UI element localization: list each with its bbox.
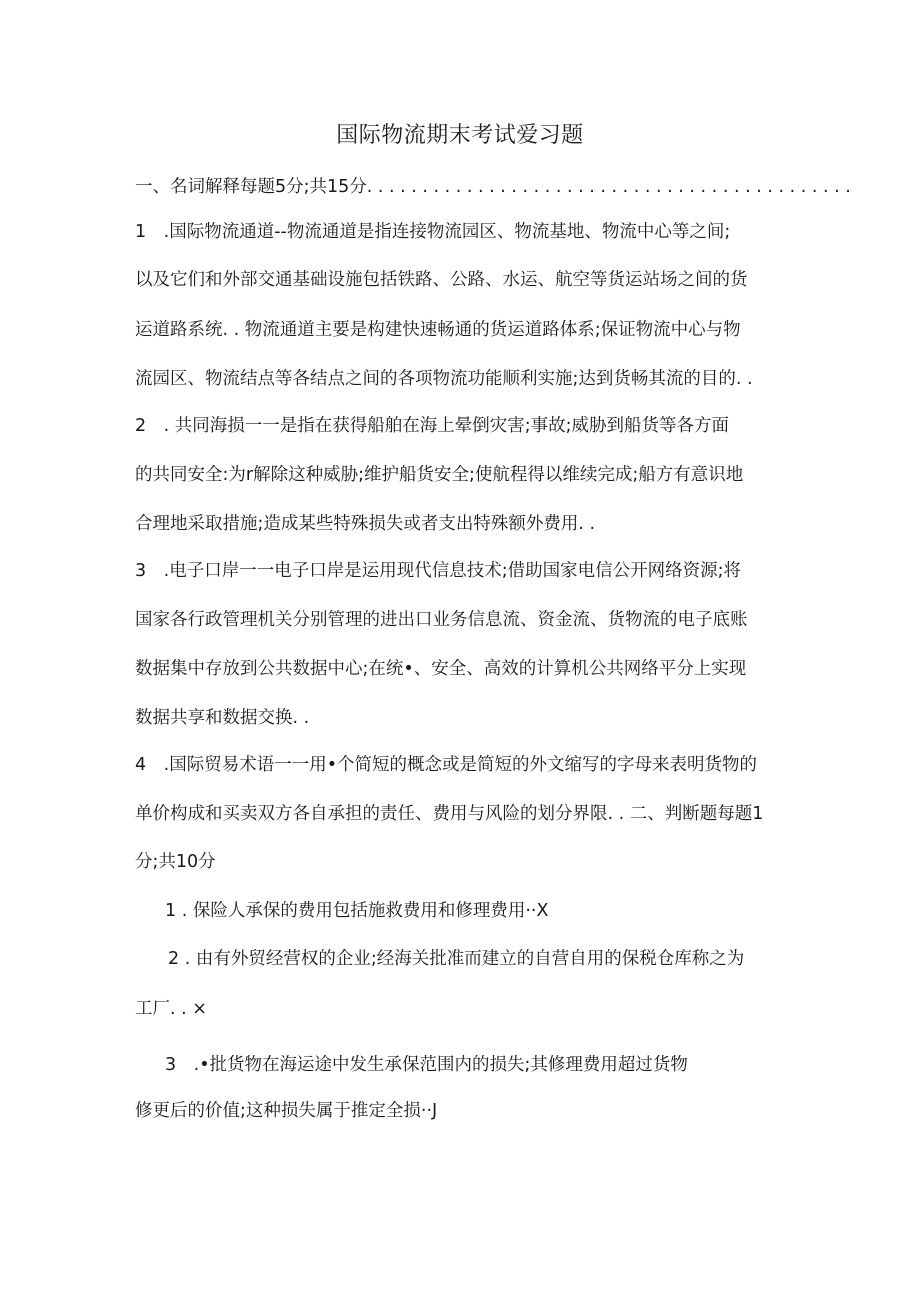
judgment-1: 1 . 保险人承保的费用包括施救费用和修理费用··X (165, 901, 549, 921)
question-2-line-1: 2 . 共同海损一一是指在获得船舶在海上晕倒灾害;事故;威胁到船货等各方面 (135, 416, 730, 436)
page-title: 国际物流期末考试爱习题 (336, 123, 584, 148)
judgment-2-line-2: 工厂. . × (135, 999, 207, 1019)
question-4-line-3: 分;共10分 (135, 852, 216, 872)
question-4-line-1: 4 .国际贸易术语一一用•个简短的概念或是简短的外文缩写的字母来表明货物的 (135, 755, 758, 775)
question-1-line-3: 运道路系统. . 物流通道主要是构建快速畅通的货运道路体系;保证物流中心与物 (135, 320, 741, 340)
question-3-line-3: 数据集中存放到公共数据中心;在统•、安全、高效的计算机公共网络平分上实现 (135, 659, 747, 679)
question-3-line-1: 3 .电子口岸一一电子口岸是运用现代信息技术;借助国家电信公开网络资源;将 (135, 561, 741, 581)
section-heading: 一、名词解释每题5分;共15分. . . . . . . . . . . . . . . . . . . . . . . . . . . . . . . . . . . . . . . . . . . . (135, 177, 851, 197)
question-1-line-1: 1 .国际物流通道--物流通道是指连接物流园区、物流基地、物流中心等之间; (135, 222, 731, 242)
question-3-line-2: 国家各行政管理机关分别管理的进出口业务信息流、资金流、货物流的电子底账 (135, 610, 748, 630)
question-2-line-2: 的共同安全:为r解除这种威胁;维护船货安全;使航程得以维续完成;船方有意识地 (135, 465, 744, 485)
question-1-line-2: 以及它们和外部交通基础设施包括铁路、公路、水运、航空等货运站场之间的货 (135, 270, 748, 290)
judgment-3-line-2: 修更后的价值;这种损失属于推定全损··J (135, 1101, 438, 1121)
question-4-line-2: 单价构成和买卖双方各自承担的责任、费用与风险的划分界限. . 二、判断题每题1 (135, 804, 764, 824)
question-3-line-4: 数据共享和数据交换. . (135, 708, 310, 728)
question-2-line-3: 合理地采取措施;造成某些特殊损失或者支出特殊额外费用. . (135, 514, 596, 534)
question-1-line-4: 流园区、物流结点等各结点之间的各项物流功能顺利实施;达到货畅其流的目的. . (135, 369, 753, 389)
judgment-2-line-1: 2 . 由有外贸经营权的企业;经海关批准而建立的自营自用的保税仓库称之为 (168, 949, 745, 969)
judgment-3-line-1: 3 .•批货物在海运途中发生承保范围内的损失;其修理费用超过货物 (165, 1055, 688, 1075)
